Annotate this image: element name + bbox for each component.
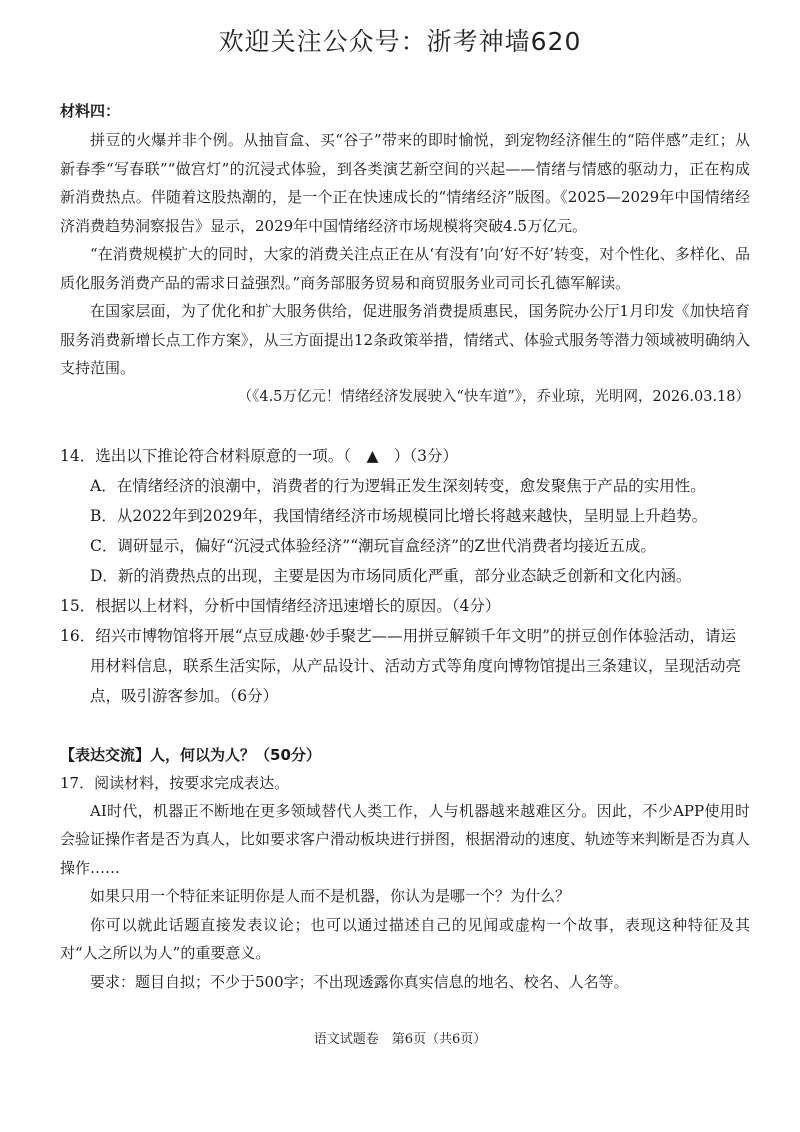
question-14 (60, 441, 750, 591)
material-paragraph: 在国家层面，为了优化和扩大服务供给，促进服务消费提质惠民，国务院办公厅1月印发《加快培育服务消费新增长点工作方案》，从三方面提出12条政策举措，情绪式、体验式服务等潜力领域被明确纳入支持范围。 (60, 302, 750, 377)
question-14-option-a: A．在情绪经济的浪潮中，消费者的行为逻辑正发生深刻转变，愈发聚焦于产品的实用性。 (90, 476, 706, 495)
expression-section-title: 【表达交流】人，何以为人？（50分） (60, 745, 321, 764)
task-paragraph: AI时代，机器正不断地在更多领域替代人类工作，人与机器越来越难区分。因此，不少APP使用时会验证操作者是否为真人，比如要求客户滑动板块进行拼图，根据滑动的速度、轨迹等来判断是否为真人操作…… (60, 801, 751, 877)
material-source: （《4.5万亿元！情绪经济发展驶入“快车道”》，乔业琼，光明网，2026.03.18） (237, 388, 750, 405)
question-14-option-d: D．新的消费热点的出现，主要是因为市场同质化严重，部分业态缺乏创新和文化内涵。 (90, 566, 692, 585)
task-requirements: 要求：题目自拟；不少于500字；不出现透露你真实信息的地名、校名、人名等。 (90, 972, 629, 991)
page-footer: 语文试题卷 第6页（共6页） (313, 1032, 487, 1047)
question-14-stem: 14．选出以下推论符合材料原意的一项。（ ▲ ）（3分） (60, 446, 459, 465)
question-17: 17．阅读材料，按要求完成表达。 (60, 773, 290, 792)
material-title: 材料四： (60, 102, 121, 120)
task-paragraph: 如果只用一个特征来证明你是人而不是机器，你认为是哪一个？为什么？ (90, 887, 571, 905)
task-paragraph: 你可以就此话题直接发表议论；也可以通过描述自己的见闻或虚构一个故事，表现这种特征及其对“人之所以为人”的重要意义。 (60, 915, 750, 962)
material-paragraph: 拼豆的火爆并非个例。从抽盲盒、买“谷子”带来的即时愉悦，到宠物经济催生的“陪伴感”走红；从新春季“写春联”“做宫灯”的沉浸式体验，到各类演艺新空间的兴起——情绪与情感的驱动力，正在构成新消费热点。伴随着这股热潮的，是一个正在快速成长的“情绪经济”版图。《2025—2029年中国情绪经济消费趋势洞察报告》显示，2029年中国情绪经济市场规模将突破4.5万亿元。 (60, 131, 750, 235)
question-16: 16．绍兴市博物馆将开展“点豆成趣·妙手聚艺——用拼豆解锁千年文明”的拼豆创作体验活动，请运用材料信息，联系生活实际，从产品设计、活动方式等角度向博物馆提出三条建议，呈现活动亮点，吸引游客参加。（6分） (60, 626, 742, 705)
material-paragraph: “在消费规模扩大的同时，大家的消费关注点正在从‘有没有’向‘好不好’转变，对个性化、多样化、品质化服务消费产品的需求日益强烈。”商务部服务贸易和商贸服务业司司长孔德军解读。 (60, 245, 750, 292)
question-15: 15．根据以上材料，分析中国情绪经济迅速增长的原因。（4分） (60, 596, 501, 615)
exam-page-content (60, 100, 750, 996)
question-14-option-c: C．调研显示，偏好“沉浸式体验经济”“潮玩盲盒经济”的Z世代消费者均接近五成。 (90, 536, 656, 555)
question-14-option-b: B．从2022年到2029年，我国情绪经济市场规模同比增长将越来越快，呈明显上升趋势。 (90, 506, 708, 525)
page-header-title: 欢迎关注公众号：浙考神墙620 (218, 27, 582, 56)
